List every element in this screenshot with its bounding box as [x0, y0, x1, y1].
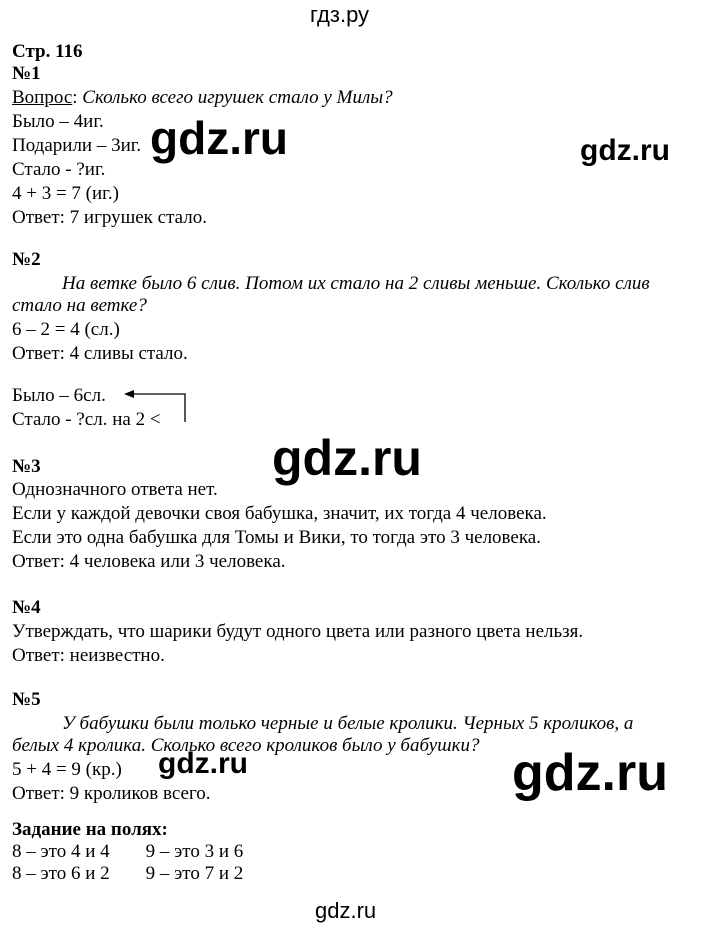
scheme-line: Было – 6сл.	[12, 385, 106, 406]
task1-line: Было – 4иг.	[12, 111, 104, 132]
task5-line: 5 + 4 = 9 (кр.)	[12, 759, 122, 780]
margin-task-title: Задание на полях:	[12, 819, 168, 840]
margin-task-row	[12, 840, 243, 864]
task3-answer: Ответ: 4 человека или 3 человека.	[12, 551, 286, 572]
site-header: гдз.ру	[310, 2, 370, 27]
task5-answer: Ответ: 9 кроликов всего.	[12, 783, 211, 804]
task2-line: 6 – 2 = 4 (сл.)	[12, 319, 120, 340]
margin-task-cell: 8 – это 4 и 4	[12, 841, 110, 862]
watermark: gdz.ru	[158, 747, 248, 780]
margin-task-row	[12, 862, 243, 886]
task1-line: 4 + 3 = 7 (иг.)	[12, 183, 119, 204]
question-label: Вопрос	[12, 87, 73, 108]
watermark: gdz.ru	[315, 898, 377, 923]
task5-problem-line: У бабушки были только черные и белые кролики. Черных 5 кроликов, а	[62, 713, 634, 734]
task2-problem-line: На ветке было 6 слив. Потом их стало на 2 сливы меньше. Сколько слив	[62, 273, 650, 294]
task2-problem-line: стало на ветке?	[12, 295, 147, 316]
page-reference: Стр. 116	[12, 41, 83, 62]
watermark: gdz.ru	[272, 430, 422, 486]
task1-line: Подарили – 3иг.	[12, 135, 142, 156]
margin-task-cell: 8 – это 6 и 2	[12, 863, 110, 884]
task4-answer: Ответ: неизвестно.	[12, 645, 165, 666]
task5-number: №5	[12, 689, 41, 710]
task3-line: Если у каждой девочки своя бабушка, значит, их тогда 4 человека.	[12, 503, 547, 524]
task5-problem-line: белых 4 кролика. Сколько всего кроликов было у бабушки?	[12, 735, 480, 756]
watermark: gdz.ru	[150, 112, 288, 164]
scheme-arrow-icon	[120, 386, 200, 426]
scheme-line: Стало - ?сл. на 2 <	[12, 409, 161, 430]
task1-line: Стало - ?иг.	[12, 159, 106, 180]
watermark: gdz.ru	[580, 134, 670, 167]
task1-number: №1	[12, 63, 41, 84]
margin-task-cell: 9 – это 7 и 2	[145, 863, 244, 884]
task1-question	[12, 86, 393, 110]
task3-line: Если это одна бабушка для Томы и Вики, то тогда это 3 человека.	[12, 527, 541, 548]
task2-answer: Ответ: 4 сливы стало.	[12, 343, 188, 364]
task3-number: №3	[12, 456, 41, 477]
watermark: gdz.ru	[512, 744, 668, 802]
task4-number: №4	[12, 597, 41, 618]
task1-answer: Ответ: 7 игрушек стало.	[12, 207, 207, 228]
task2-number: №2	[12, 249, 41, 270]
question-separator: :	[72, 87, 83, 108]
question-text: Сколько всего игрушек стало у Милы?	[82, 87, 393, 108]
task4-line: Утверждать, что шарики будут одного цвета или разного цвета нельзя.	[12, 621, 584, 642]
margin-task-cell: 9 – это 3 и 6	[145, 841, 244, 862]
task3-line: Однозначного ответа нет.	[12, 479, 218, 500]
